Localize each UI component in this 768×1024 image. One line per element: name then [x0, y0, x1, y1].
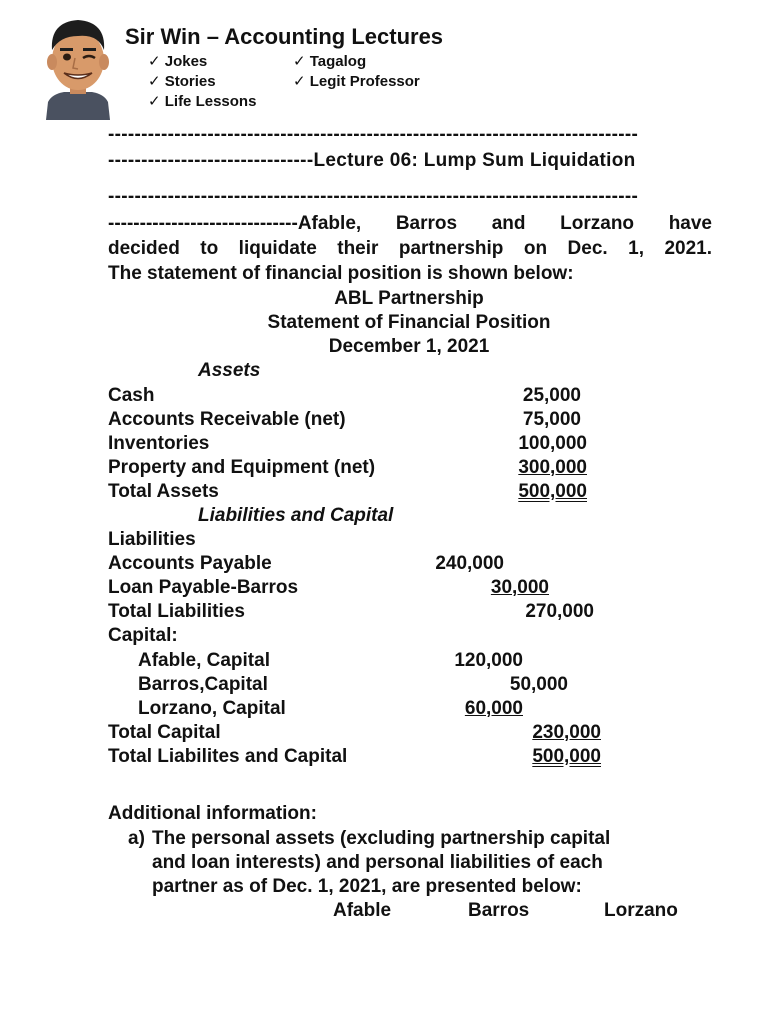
asset-label: Cash	[108, 385, 155, 406]
total-assets-amount: 500,000	[518, 481, 587, 502]
additional-item-line: partner as of Dec. 1, 2021, are presented below:	[152, 876, 582, 897]
statement-date: December 1, 2021	[328, 336, 490, 357]
capital-partner-amount: 60,000	[464, 698, 523, 719]
additional-info-heading: Additional information:	[108, 803, 317, 824]
company-name: ABL Partnership	[334, 288, 484, 309]
asset-amount: 300,000	[518, 457, 587, 478]
asset-label: Accounts Receivable (net)	[108, 409, 346, 430]
column-header-lorzano: Lorzano	[604, 900, 678, 921]
liabilities-capital-heading: Liabilities and Capital	[198, 505, 394, 526]
total-liabilities-amount: 270,000	[525, 601, 594, 622]
separator-line: --------------------------------------------------------------------------------	[108, 186, 639, 207]
capital-partner-amount: 50,000	[509, 674, 568, 695]
total-liabilities-label: Total Liabilities	[108, 601, 245, 622]
assets-heading: Assets	[198, 360, 261, 381]
asset-label: Property and Equipment (net)	[108, 457, 376, 478]
intro-line: ------------------------------Afable, Barros and Lorzano have	[108, 213, 712, 234]
asset-amount: 75,000	[522, 409, 581, 430]
asset-amount: 25,000	[522, 385, 581, 406]
tag-legit-professor: ✓ Legit Professor	[293, 73, 420, 90]
capital-partner-label: Afable, Capital	[138, 650, 270, 671]
tag-tagalog: ✓ Tagalog	[293, 53, 367, 70]
header-title: Sir Win – Accounting Lectures	[125, 24, 444, 49]
intro-line: The statement of financial position is shown below:	[108, 263, 574, 284]
tag-jokes: ✓ Jokes	[148, 53, 208, 70]
list-marker: a)	[128, 828, 145, 849]
lecture-title-line: -------------------------------Lecture 06: Lump Sum Liquidation	[108, 150, 636, 171]
additional-item-line: and loan interests) and personal liabilities of each	[152, 852, 603, 873]
liabilities-label: Liabilities	[108, 529, 196, 550]
statement-title: Statement of Financial Position	[267, 312, 551, 333]
column-header-afable: Afable	[333, 900, 392, 921]
column-header-barros: Barros	[468, 900, 530, 921]
liability-label: Loan Payable-Barros	[108, 577, 299, 598]
liability-amount: 240,000	[435, 553, 504, 574]
total-liabilities-capital-label: Total Liabilites and Capital	[108, 746, 348, 767]
total-liabilities-capital-amount: 500,000	[532, 746, 601, 767]
liability-amount: 30,000	[490, 577, 549, 598]
capital-partner-label: Lorzano, Capital	[138, 698, 286, 719]
intro-line: decided to liquidate their partnership on Dec. 1, 2021.	[108, 238, 712, 259]
asset-amount: 100,000	[518, 433, 587, 454]
liability-label: Accounts Payable	[108, 553, 272, 574]
tag-life-lessons: ✓ Life Lessons	[148, 93, 257, 110]
asset-label: Inventories	[108, 433, 210, 454]
separator-line: --------------------------------------------------------------------------------	[108, 124, 639, 145]
intro-paragraph	[108, 211, 712, 286]
avatar	[42, 14, 114, 120]
capital-partner-amount: 120,000	[454, 650, 523, 671]
capital-partner-label: Barros,Capital	[138, 674, 268, 695]
total-capital-label: Total Capital	[108, 722, 221, 743]
tag-stories: ✓ Stories	[148, 73, 216, 90]
total-capital-amount: 230,000	[532, 722, 601, 743]
additional-item-line: The personal assets (excluding partnership capital	[152, 828, 611, 849]
capital-label: Capital:	[108, 625, 178, 646]
total-assets-label: Total Assets	[108, 481, 219, 502]
